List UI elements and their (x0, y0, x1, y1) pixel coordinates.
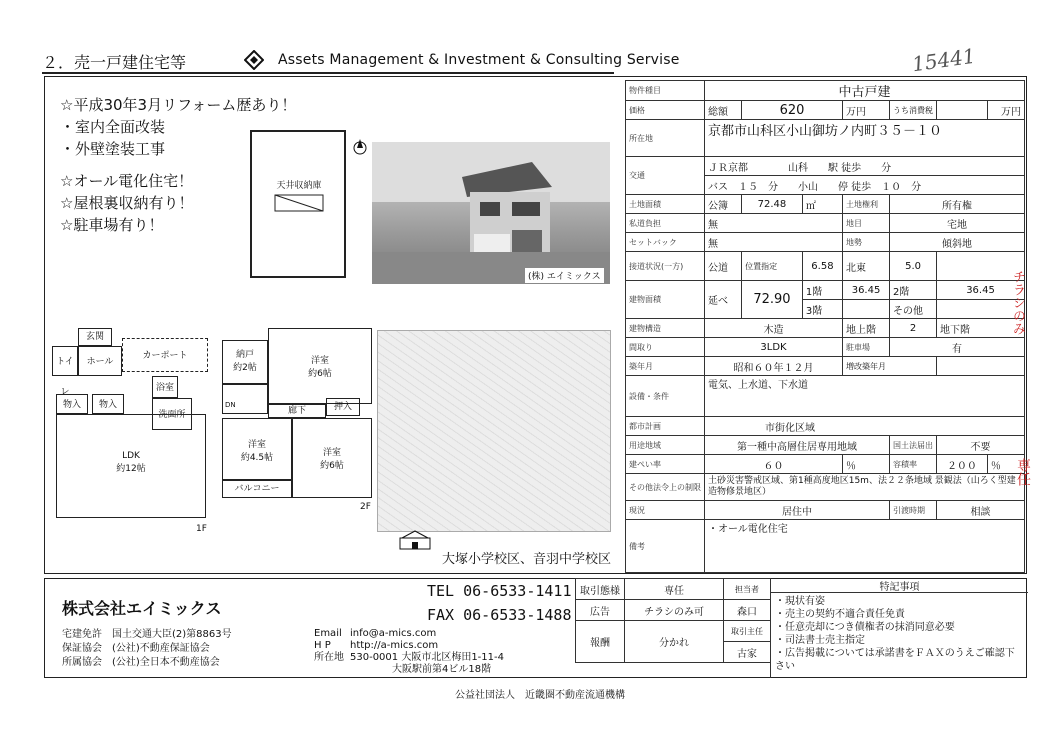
room-western-1: 洋室 約6帖 (268, 328, 372, 404)
room-western-3: 洋室 約6帖 (292, 418, 372, 498)
room-bath: 浴室 (152, 376, 178, 398)
room-washroom: 洗面所 (152, 398, 192, 430)
property-type: 中古戸建 (705, 81, 1025, 101)
transaction-table: 取引態様 専任 担当者 広告 チラシのみ可 森口 報酬 分かれ 取引主任 古家 (575, 578, 771, 663)
north-arrow-icon (352, 138, 368, 156)
tel-number[interactable]: TEL 06-6533-1411 (427, 582, 572, 600)
floor2-label: 2F (360, 502, 371, 512)
handwritten-note-exclusive: 専任 (1015, 458, 1031, 486)
room-nando: 納戸 約2帖 (222, 340, 268, 384)
point-1: ☆平成30年3月リフォーム歴あり！ (60, 96, 297, 114)
floor-plan-2f (222, 322, 372, 514)
header-rule (42, 72, 614, 74)
room-toilet: トイレ (52, 346, 78, 376)
company-english-name: Assets Management & Investment & Consulting Servise (278, 52, 680, 68)
point-2: ・室内全面改装 (60, 118, 166, 136)
room-genkan: 玄関 (78, 328, 112, 346)
land-area: 72.48 (742, 195, 803, 214)
floor1-label: 1F (196, 524, 207, 534)
house-illustration-icon (372, 142, 610, 284)
room-western-2: 洋室 約4.5帖 (222, 418, 292, 480)
room-hall: ホール (78, 346, 122, 376)
stairs: DN (222, 384, 268, 414)
attic-plan (250, 130, 346, 278)
building-area: 72.90 (742, 281, 803, 319)
association-info: 所属協会 (公社)全日本不動産協会 (62, 657, 220, 668)
point-6: ☆駐車場有り！ (60, 216, 164, 234)
floor-plan-1f (52, 328, 210, 534)
point-5: ☆屋根裏収納有り！ (60, 194, 194, 212)
company-name: 株式会社エイミックス (62, 599, 222, 618)
attic-hatch-icon (274, 194, 324, 212)
photo-watermark: (株) エイミックス (525, 268, 604, 283)
company-logo-icon (244, 50, 264, 70)
room-balcony: バルコニー (222, 480, 292, 498)
organization-note: 公益社団法人 近畿圏不動産流通機構 (455, 690, 625, 701)
fax-number: FAX 06-6533-1488 (427, 606, 572, 624)
point-3: ・外壁塗装工事 (60, 140, 166, 158)
special-notes: 特記事項 ・現状有姿 ・売主の契約不適合責任免責 ・任意売却につき債権者の抹消同意必要 ・司法書士売主指定 ・広告掲載については承諾書をＦＡＸのうえご確認下さい (770, 578, 1028, 678)
email-link[interactable]: info@a-mics.com (350, 628, 437, 639)
room-ldk: LDK 約12帖 (56, 414, 206, 518)
location-map (377, 330, 611, 532)
room-corridor: 廊下 (268, 404, 326, 418)
page-title: ２．売一戸建住宅等 (42, 53, 187, 72)
room-oshiire: 押入 (326, 398, 360, 416)
price-value: 620 (742, 101, 843, 120)
school-icon (398, 530, 432, 550)
address: 京都市山科区小山御坊ノ内町３５－１０ (705, 120, 1025, 157)
room-storage-2: 物入 (92, 394, 124, 414)
property-table: 物件種目 中古戸建 価格 総額 620 万円 うち消費税 万円 所在地 京都市山科区小山御坊ノ内町３５－１０ 交通 ＪＲ京都 山科 駅 徒歩 分 バス １５ 分 小山 停 徒歩 １０ 分 土地面積 公簿 72.48 ㎡ 土地権利 所有権 私道負担 無 地目 宅地 セットバック 無 地勢 傾斜地 接道状況(一方) 公道 位置指定 6.58 北東 5.0 建物面積 延べ 72.90 1階 36.45 2階 36.45 3階 その他 建物構造 木造 地上階 2 地下階 間取り 3LDK 駐車場 有 築年月 昭和６０年１２月 増改築年月 設備・条件 電気、上水道、下水道 都市計画 市街化区域 用途地域 第一種中高層住居専用地域 国土法届出 不要 建ぺい率 ６０ ％ 容積率 ２００ ％ その他法令上の制限 土砂災害警戒区域、第1種高度地区15m、法２２条地域 景観法（山ろく型建造物修景地区） 現況 居住中 引渡時期 相談 備考 ・オール電化住宅 (625, 80, 1025, 573)
school-district: 大塚小学校区、音羽中学校区 (442, 552, 612, 567)
license-info: 宅建免許 国土交通大臣(2)第8863号 (62, 629, 232, 640)
room-storage-1: 物入 (56, 394, 88, 414)
point-4: ☆オール電化住宅！ (60, 172, 194, 190)
guarantee-info: 保証協会 (公社)不動産保証協会 (62, 643, 210, 654)
room-carport: カーポート (122, 338, 208, 372)
handwritten-note-flyer: チラシのみ (1010, 270, 1025, 335)
handwritten-number: 15441 (910, 43, 977, 77)
attic-label: 天井収納庫 (276, 181, 322, 191)
access-1: ＪＲ京都 山科 駅 徒歩 分 (705, 157, 1025, 176)
website-link[interactable]: http://a-mics.com (350, 640, 439, 651)
contact-block: Email info@a-mics.com H P http://a-mics.com 所在地 530-0001 大阪市北区梅田1-11-4 大阪駅前第4ビル18階 (314, 628, 504, 675)
house-photo (372, 142, 610, 284)
access-2: バス １５ 分 小山 停 徒歩 １０ 分 (705, 176, 1025, 195)
